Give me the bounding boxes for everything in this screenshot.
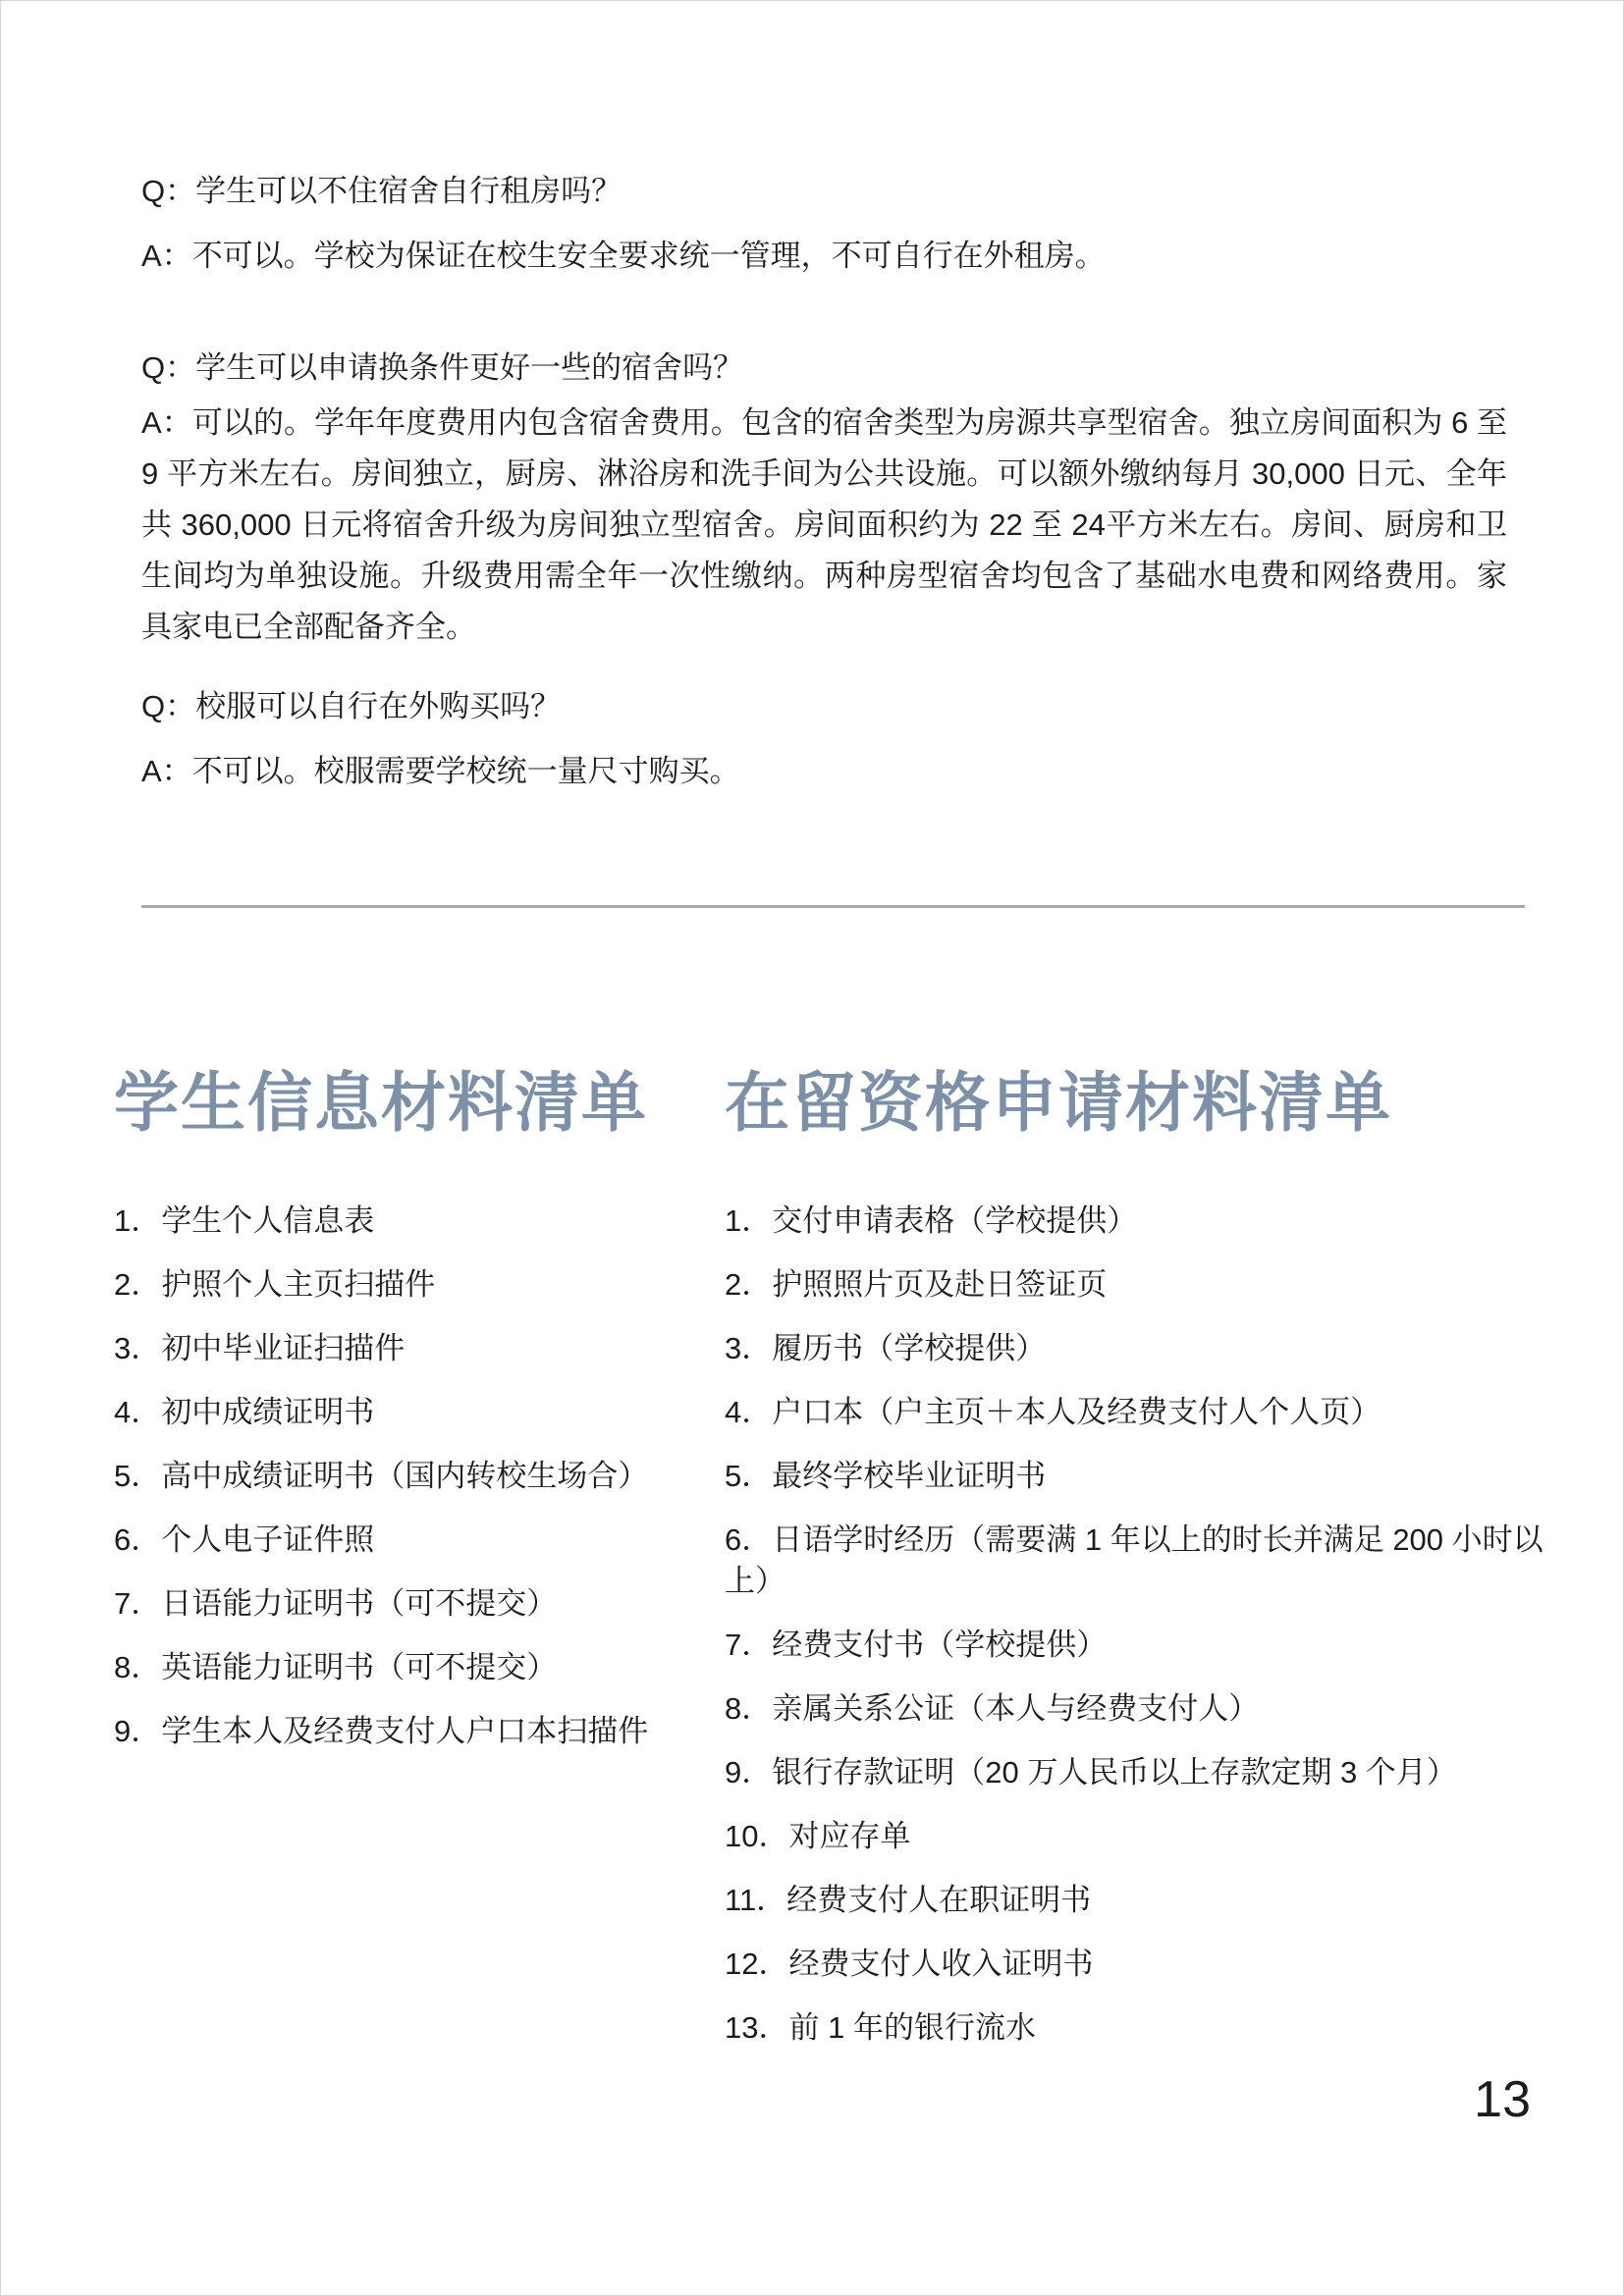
qa-block <box>141 347 1507 653</box>
list-item: 3．履历书（学校提供） <box>725 1331 1047 1365</box>
answer-text: 不可以。校服需要学校统一量尺寸购买。 <box>191 754 740 788</box>
qa-block <box>141 170 1507 278</box>
list-item: 8．亲属关系公证（本人与经费支付人） <box>725 1691 1260 1726</box>
list-item: 11．经费支付人在职证明书 <box>725 1883 1092 1917</box>
list-item: 7．经费支付书（学校提供） <box>725 1628 1108 1662</box>
student-info-list <box>114 1201 725 2071</box>
list-item: 6．日语学时经历（需要满 1 年以上的时长并满足 200 小时以上） <box>725 1522 1543 1598</box>
list-item: 2．护照照片页及赴日签证页 <box>725 1267 1108 1302</box>
list-item: 12．经费支付人收入证明书 <box>725 1947 1094 1981</box>
list-item: 4．初中成绩证明书 <box>114 1395 375 1429</box>
answer-label: A： <box>141 405 192 440</box>
question-text: 学生可以不住宿舍自行租房吗？ <box>195 174 623 208</box>
answer-line <box>141 398 1507 653</box>
list-item: 5．高中成绩证明书（国内转校生场合） <box>114 1459 649 1493</box>
list-item: 1．交付申请表格（学校提供） <box>725 1203 1138 1238</box>
student-info-list-title: 学生信息材料清单 <box>114 1066 648 1139</box>
list-item: 5．最终学校毕业证明书 <box>725 1459 1047 1493</box>
residence-application-list-title: 在留资格申请材料清单 <box>725 1066 1392 1139</box>
list-item: 10．对应存单 <box>725 1819 911 1853</box>
page-number: 13 <box>1474 2071 1531 2128</box>
question-line <box>141 170 1507 213</box>
question-text: 学生可以申请换条件更好一些的宿舍吗？ <box>195 350 744 385</box>
lists-row <box>114 1201 1569 2071</box>
materials-section <box>1 908 1623 2071</box>
question-line <box>141 685 1507 728</box>
question-label: Q： <box>141 174 196 208</box>
list-item: 7．日语能力证明书（可不提交） <box>114 1586 558 1621</box>
list-item: 4．户口本（户主页＋本人及经费支付人个人页） <box>725 1395 1381 1429</box>
answer-label: A： <box>141 239 192 273</box>
answer-line <box>141 235 1507 278</box>
list-item: 13．前 1 年的银行流水 <box>725 2010 1036 2045</box>
list-item: 2．护照个人主页扫描件 <box>114 1267 436 1302</box>
list-headings-row <box>114 1063 1569 1142</box>
answer-line <box>141 750 1507 793</box>
answer-text: 可以的。学年年度费用内包含宿舍费用。包含的宿舍类型为房源共享型宿舍。独立房间面积为 6 至 9 平方米左右。房间独立，厨房、淋浴房和洗手间为公共设施。可以额外缴纳每月 30,000 日元、全年共 360,000 日元将宿舍升级为房间独立型宿舍。房间面积约为 22 至 24平方米左右。房间、厨房和卫生间均为单独设施。升级费用需全年一次性缴纳。两种房型宿舍均包含了基础水电费和网络费用。家具家电已全部配备齐全。 <box>141 405 1507 644</box>
list-item: 3．初中毕业证扫描件 <box>114 1331 406 1365</box>
list-item: 6．个人电子证件照 <box>114 1522 375 1557</box>
list-item: 9．银行存款证明（20 万人民币以上存款定期 3 个月） <box>725 1755 1457 1789</box>
list-item: 8．英语能力证明书（可不提交） <box>114 1650 558 1684</box>
qa-section <box>1 1 1623 793</box>
residence-application-list <box>725 1201 1569 2071</box>
answer-text: 不可以。学校为保证在校生安全要求统一管理，不可自行在外租房。 <box>191 239 1106 273</box>
qa-block <box>141 685 1507 793</box>
question-line <box>141 347 1507 390</box>
question-label: Q： <box>141 350 196 385</box>
question-label: Q： <box>141 689 196 723</box>
question-text: 校服可以自行在外购买吗？ <box>195 689 562 723</box>
answer-label: A： <box>141 754 192 788</box>
list-item: 9．学生本人及经费支付人户口本扫描件 <box>114 1714 649 1748</box>
list-item: 1．学生个人信息表 <box>114 1203 375 1238</box>
